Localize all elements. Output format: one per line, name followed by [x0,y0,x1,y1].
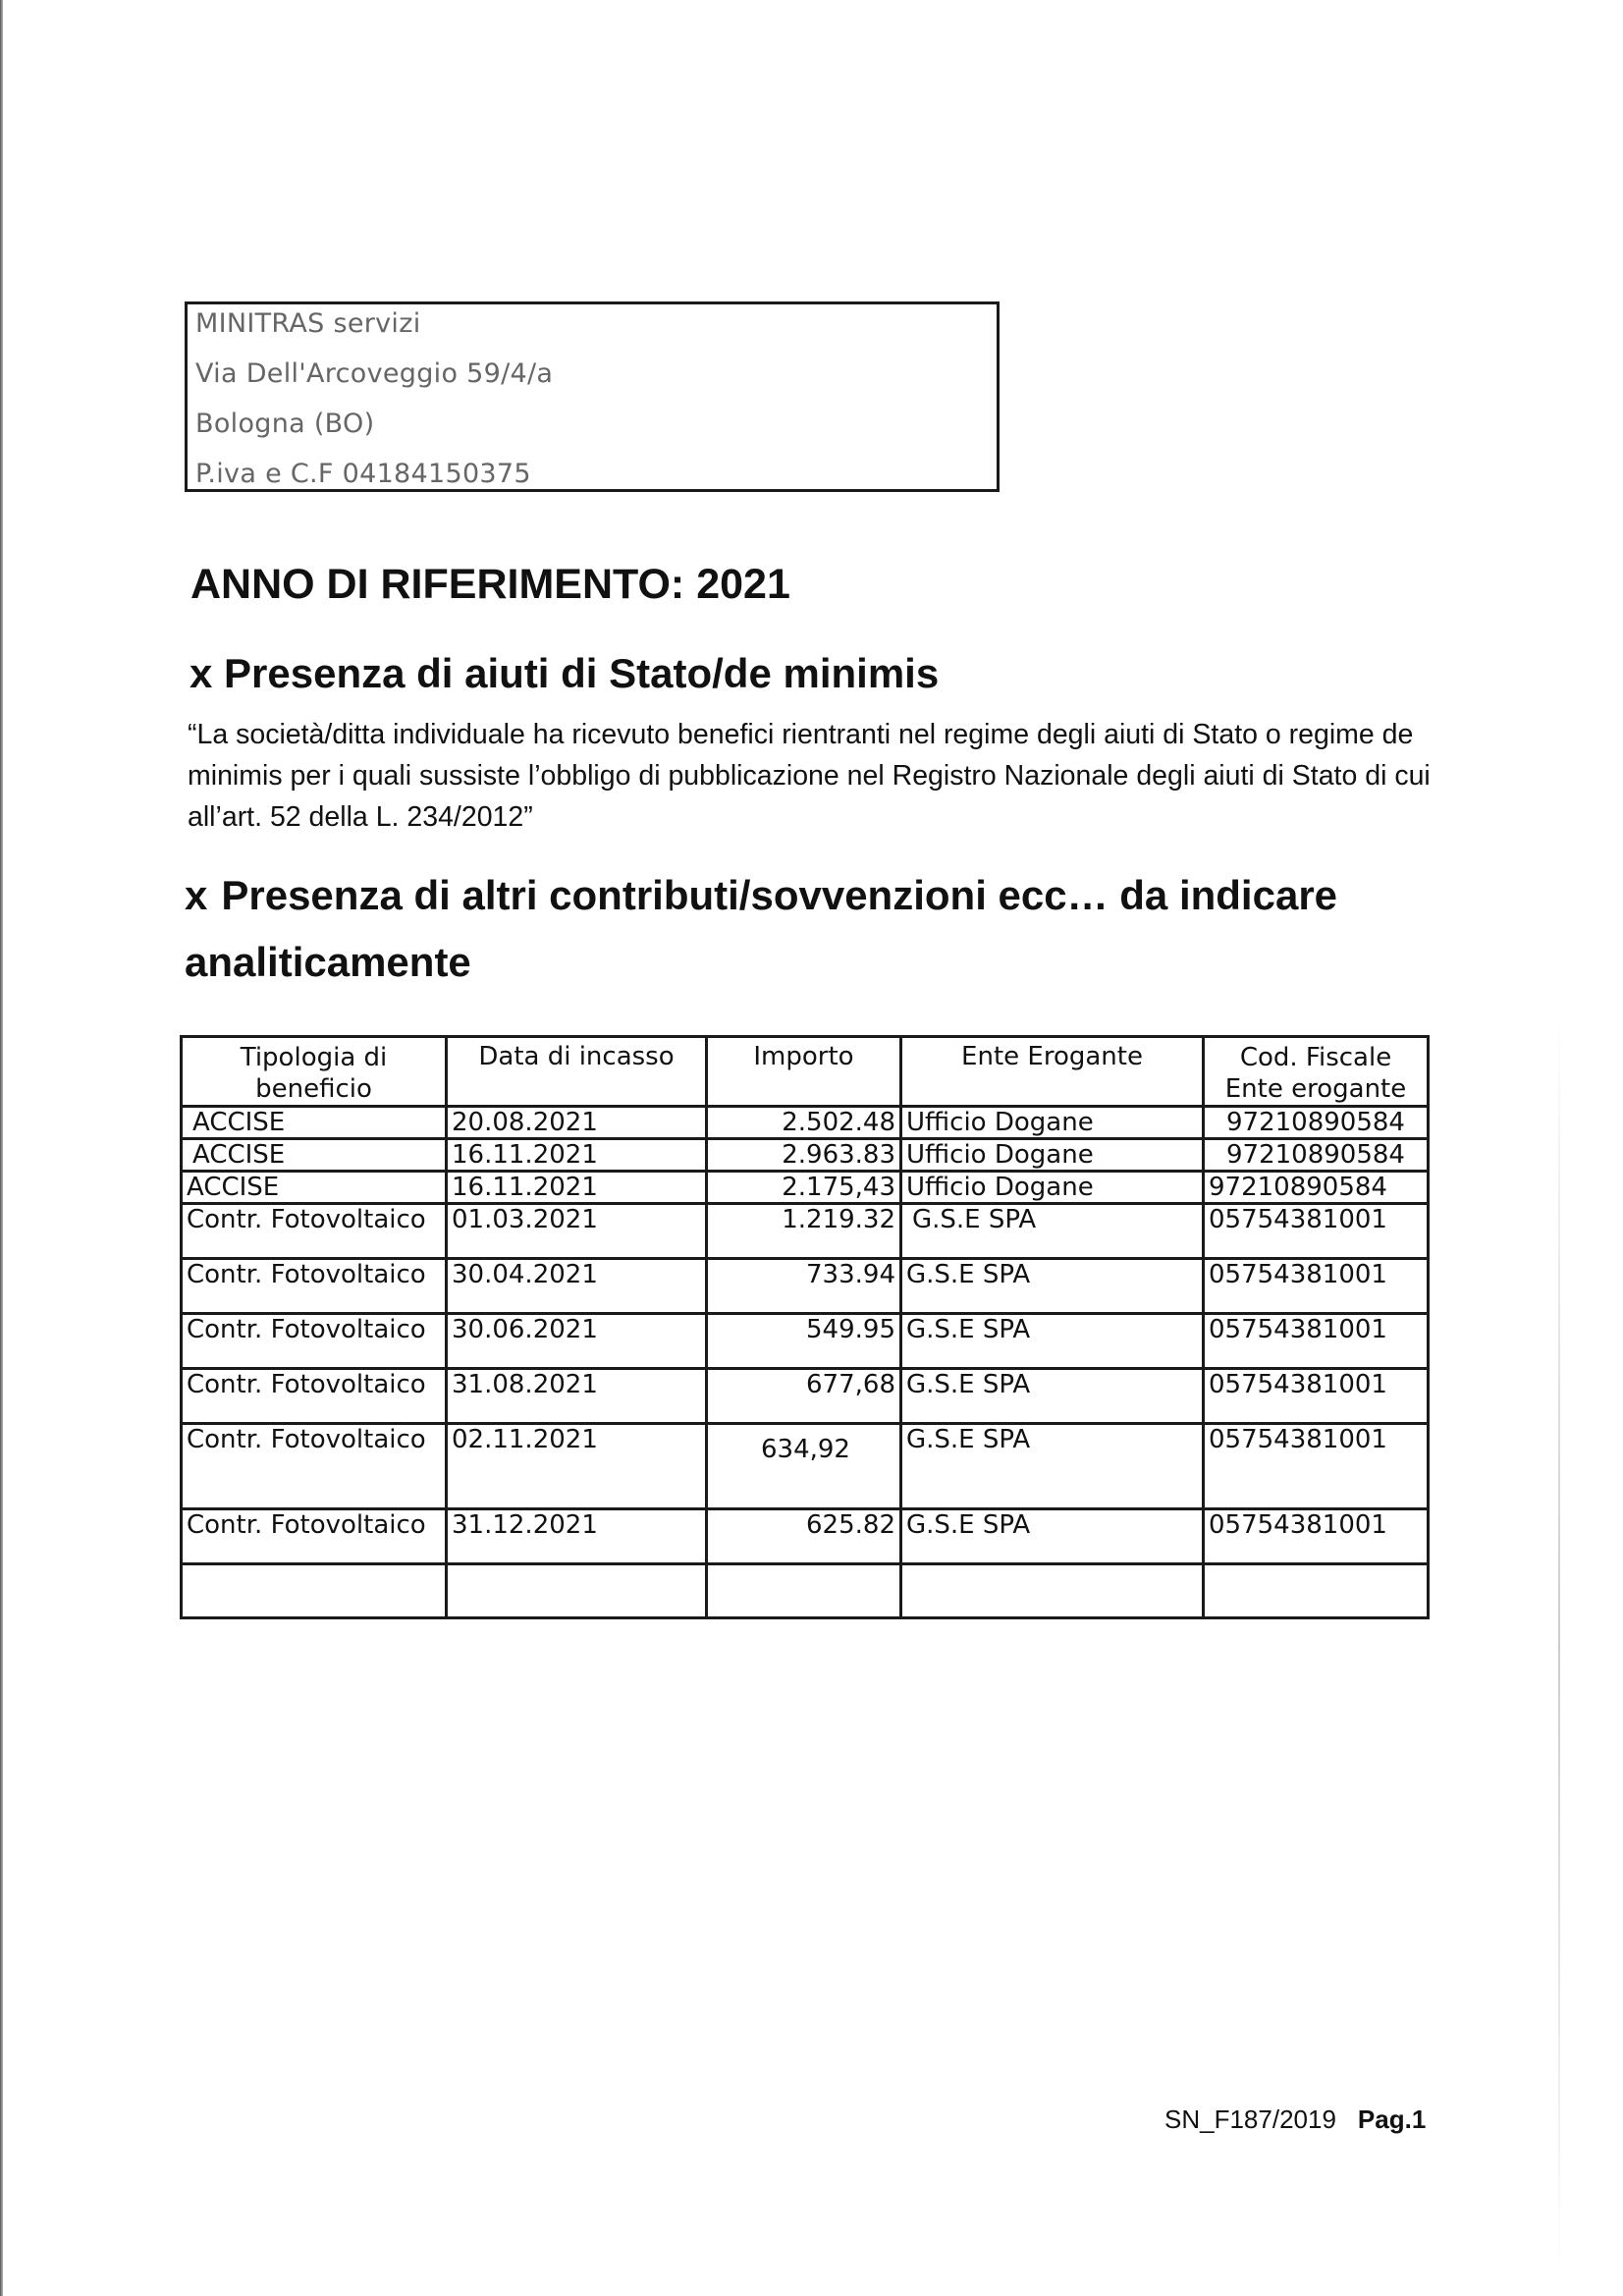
section-other-contributions-title: Presenza di altri contributi/sovvenzioni ecc… da indicare analiticamente [185,872,1338,985]
cell-empty [707,1564,901,1618]
section-state-aid-mark: x [189,650,213,696]
table-row [182,1424,1429,1509]
table-row-empty [182,1564,1429,1618]
page-footer [1164,2105,1426,2135]
table-row [182,1107,1429,1139]
header-cod-fiscale: Cod. Fiscale Ente erogante [1204,1037,1429,1107]
cell-tipologia: Contr. Fotovoltaico [182,1204,447,1259]
contributions-table [180,1035,1430,1619]
cell-ente: Ufficio Dogane [901,1172,1204,1204]
cell-data: 16.11.2021 [447,1139,707,1172]
cell-cod-fiscale: 97210890584 [1204,1139,1429,1172]
cell-importo: 625.82 [707,1509,901,1564]
cell-data: 30.04.2021 [447,1259,707,1314]
scan-mark [1558,1011,1560,2278]
cell-cod-fiscale: 05754381001 [1204,1204,1429,1259]
cell-importo: 2.963.83 [707,1139,901,1172]
cell-cod-fiscale: 05754381001 [1204,1509,1429,1564]
company-street: Via Dell'Arcoveggio 59/4/a [195,358,554,389]
cell-data: 16.11.2021 [447,1172,707,1204]
cell-data: 30.06.2021 [447,1314,707,1369]
cell-empty [182,1564,447,1618]
cell-ente: G.S.E SPA [901,1509,1204,1564]
cell-importo: 2.502.48 [707,1107,901,1139]
table-row [182,1314,1429,1369]
cell-cod-fiscale: 97210890584 [1204,1107,1429,1139]
header-data: Data di incasso [447,1037,707,1107]
cell-cod-fiscale: 05754381001 [1204,1369,1429,1424]
table-row [182,1172,1429,1204]
cell-ente: G.S.E SPA [901,1369,1204,1424]
company-vat: P.iva e C.F 04184150375 [195,459,531,489]
table-row [182,1204,1429,1259]
state-aid-declaration: “La società/ditta individuale ha ricevuto benefici rientranti nel regime degli aiuti di Stato o regime de minimis per i quali sussiste l’obbligo di pubblicazione nel Registro Nazionale degli aiuti di Stato di cui all’art. 52 della L. 234/2012” [188,719,1431,833]
section-other-contributions-mark: x [185,872,208,918]
section-state-aid-heading [189,650,939,697]
cell-tipologia: Contr. Fotovoltaico [182,1424,447,1509]
cell-ente: G.S.E SPA [901,1314,1204,1369]
cell-tipologia: ACCISE [182,1107,447,1139]
cell-tipologia: Contr. Fotovoltaico [182,1369,447,1424]
cell-data: 31.12.2021 [447,1509,707,1564]
cell-cod-fiscale: 97210890584 [1204,1172,1429,1204]
reference-year-heading: ANNO DI RIFERIMENTO: 2021 [190,561,790,608]
table-header-row [182,1037,1429,1107]
company-city: Bologna (BO) [195,409,375,439]
company-name: MINITRAS servizi [195,308,421,339]
cell-importo-value: 634,92 [761,1435,850,1464]
cell-cod-fiscale: 05754381001 [1204,1314,1429,1369]
table-row [182,1369,1429,1424]
cell-ente: Ufficio Dogane [901,1107,1204,1139]
cell-empty [901,1564,1204,1618]
cell-tipologia: ACCISE [182,1172,447,1204]
cell-data: 02.11.2021 [447,1424,707,1509]
cell-cod-fiscale: 05754381001 [1204,1424,1429,1509]
header-importo: Importo [707,1037,901,1107]
table-row [182,1259,1429,1314]
cell-empty [1204,1564,1429,1618]
section-state-aid-title: Presenza di aiuti di Stato/de minimis [224,650,940,696]
table-row [182,1509,1429,1564]
address-box [185,301,1000,492]
cell-ente: G.S.E SPA [901,1204,1204,1259]
cell-importo: 1.219.32 [707,1204,901,1259]
cell-empty [447,1564,707,1618]
page-number: Pag.1 [1357,2105,1427,2134]
header-tipologia: Tipologia di beneficio [182,1037,447,1107]
cell-ente: G.S.E SPA [901,1259,1204,1314]
cell-cod-fiscale: 05754381001 [1204,1259,1429,1314]
scan-left-edge [0,0,3,2296]
cell-data: 01.03.2021 [447,1204,707,1259]
cell-data: 31.08.2021 [447,1369,707,1424]
table-row [182,1139,1429,1172]
cell-importo: 733.94 [707,1259,901,1314]
cell-tipologia: ACCISE [182,1139,447,1172]
section-other-contributions-heading [185,862,1540,996]
cell-importo: 549.95 [707,1314,901,1369]
cell-tipologia: Contr. Fotovoltaico [182,1259,447,1314]
header-ente: Ente Erogante [901,1037,1204,1107]
cell-importo [707,1424,901,1509]
form-code: SN_F187/2019 [1164,2105,1336,2134]
cell-ente: G.S.E SPA [901,1424,1204,1509]
cell-data: 20.08.2021 [447,1107,707,1139]
cell-importo: 677,68 [707,1369,901,1424]
cell-ente: Ufficio Dogane [901,1139,1204,1172]
cell-importo: 2.175,43 [707,1172,901,1204]
cell-tipologia: Contr. Fotovoltaico [182,1314,447,1369]
cell-tipologia: Contr. Fotovoltaico [182,1509,447,1564]
